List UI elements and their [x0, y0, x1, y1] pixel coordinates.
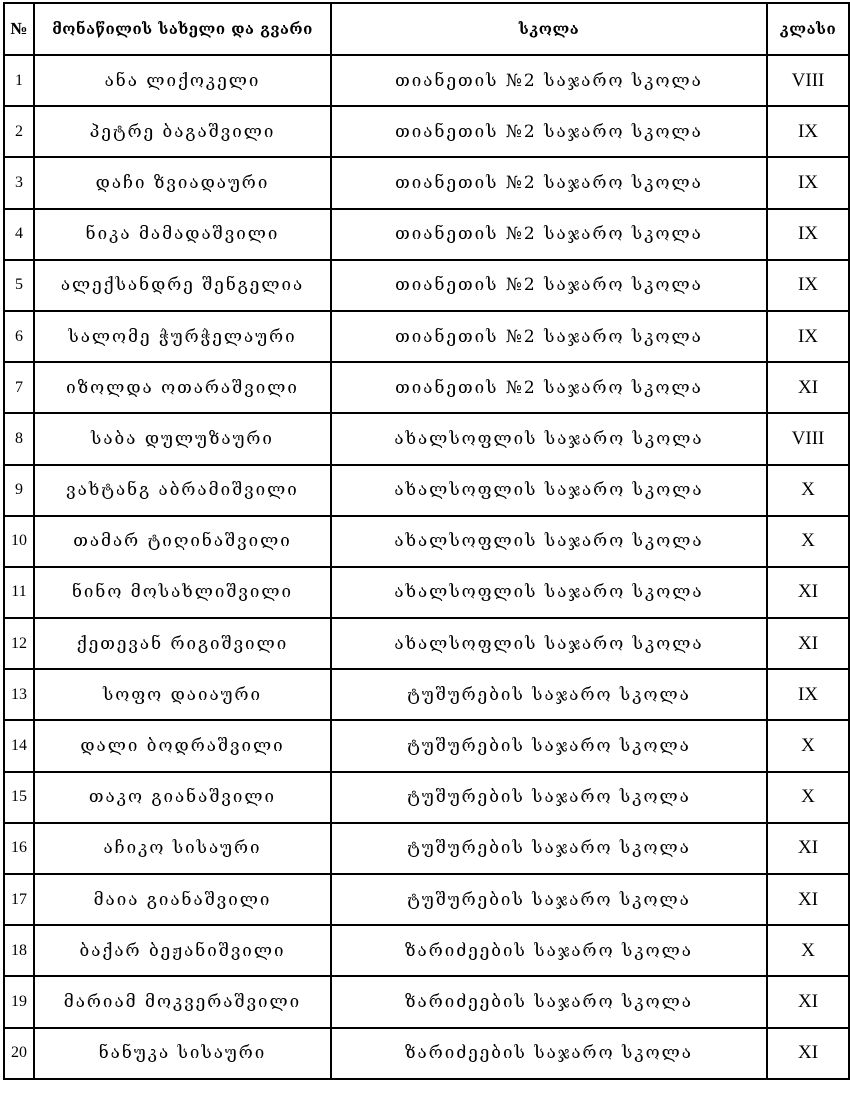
- row-number: 10: [4, 516, 34, 567]
- school-name: თიანეთის №2 საჯარო სკოლა: [331, 311, 767, 362]
- grade: IX: [767, 669, 849, 720]
- table-row: [4, 106, 849, 157]
- row-number: 15: [4, 772, 34, 823]
- table-row: [4, 567, 849, 618]
- grade: XI: [767, 362, 849, 413]
- table-row: [4, 311, 849, 362]
- school-name: თიანეთის №2 საჯარო სკოლა: [331, 157, 767, 208]
- row-number: 17: [4, 874, 34, 925]
- row-number: 11: [4, 567, 34, 618]
- school-name: თიანეთის №2 საჯარო სკოლა: [331, 55, 767, 106]
- table-row: [4, 465, 849, 516]
- school-name: ტუშურების საჯარო სკოლა: [331, 874, 767, 925]
- participant-name: ანა ლიქოკელი: [34, 55, 331, 106]
- participant-name: ქეთევან რიგიშვილი: [34, 618, 331, 669]
- table-row: [4, 976, 849, 1027]
- school-name: თიანეთის №2 საჯარო სკოლა: [331, 260, 767, 311]
- row-number: 2: [4, 106, 34, 157]
- row-number: 12: [4, 618, 34, 669]
- participant-name: ნინო მოსახლიშვილი: [34, 567, 331, 618]
- row-number: 3: [4, 157, 34, 208]
- row-number: 8: [4, 413, 34, 464]
- participant-name: სალომე ჭურჭელაური: [34, 311, 331, 362]
- row-number: 18: [4, 925, 34, 976]
- school-name: ახალსოფლის საჯარო სკოლა: [331, 516, 767, 567]
- school-name: ახალსოფლის საჯარო სკოლა: [331, 567, 767, 618]
- participant-name: თამარ ტიღინაშვილი: [34, 516, 331, 567]
- participant-name: იზოლდა ოთარაშვილი: [34, 362, 331, 413]
- table-row: [4, 874, 849, 925]
- grade: XI: [767, 618, 849, 669]
- grade: IX: [767, 209, 849, 260]
- school-name: თიანეთის №2 საჯარო სკოლა: [331, 362, 767, 413]
- school-name: ზარიძეების საჯარო სკოლა: [331, 976, 767, 1027]
- participant-name: ვახტანგ აბრამიშვილი: [34, 465, 331, 516]
- table-body: [4, 55, 849, 1079]
- participant-name: ნიკა მამადაშვილი: [34, 209, 331, 260]
- table-row: [4, 55, 849, 106]
- grade: X: [767, 925, 849, 976]
- school-name: ტუშურების საჯარო სკოლა: [331, 669, 767, 720]
- participant-name: დაჩი ზვიადაური: [34, 157, 331, 208]
- row-number: 16: [4, 823, 34, 874]
- row-number: 4: [4, 209, 34, 260]
- participant-name: ნანუკა სისაური: [34, 1028, 331, 1079]
- participant-name: მარიამ მოკვერაშვილი: [34, 976, 331, 1027]
- grade: IX: [767, 311, 849, 362]
- grade: IX: [767, 260, 849, 311]
- participant-name: პეტრე ბაგაშვილი: [34, 106, 331, 157]
- grade: X: [767, 516, 849, 567]
- school-name: თიანეთის №2 საჯარო სკოლა: [331, 209, 767, 260]
- row-number: 6: [4, 311, 34, 362]
- participants-table: [3, 2, 850, 1080]
- row-number: 14: [4, 720, 34, 771]
- row-number: 1: [4, 55, 34, 106]
- row-number: 20: [4, 1028, 34, 1079]
- row-number: 13: [4, 669, 34, 720]
- table-header-row: [4, 3, 849, 55]
- grade: VIII: [767, 55, 849, 106]
- participant-name: დალი ბოდრაშვილი: [34, 720, 331, 771]
- participant-name: მაია გიანაშვილი: [34, 874, 331, 925]
- table-row: [4, 925, 849, 976]
- header-participant-name: მონაწილის სახელი და გვარი: [34, 3, 331, 55]
- grade: XI: [767, 567, 849, 618]
- table-row: [4, 260, 849, 311]
- table-row: [4, 157, 849, 208]
- table-row: [4, 516, 849, 567]
- row-number: 5: [4, 260, 34, 311]
- school-name: ტუშურების საჯარო სკოლა: [331, 772, 767, 823]
- grade: XI: [767, 1028, 849, 1079]
- table-row: [4, 823, 849, 874]
- row-number: 9: [4, 465, 34, 516]
- grade: X: [767, 772, 849, 823]
- participant-name: სოფო დაიაური: [34, 669, 331, 720]
- table-row: [4, 720, 849, 771]
- participant-name: თაკო გიანაშვილი: [34, 772, 331, 823]
- row-number: 19: [4, 976, 34, 1027]
- grade: VIII: [767, 413, 849, 464]
- grade: XI: [767, 823, 849, 874]
- grade: IX: [767, 106, 849, 157]
- header-number: №: [4, 3, 34, 55]
- row-number: 7: [4, 362, 34, 413]
- participant-name: აჩიკო სისაური: [34, 823, 331, 874]
- table-row: [4, 772, 849, 823]
- table-row: [4, 669, 849, 720]
- participant-name: ბაქარ ბეჟანიშვილი: [34, 925, 331, 976]
- header-grade: კლასი: [767, 3, 849, 55]
- school-name: ტუშურების საჯარო სკოლა: [331, 720, 767, 771]
- school-name: თიანეთის №2 საჯარო სკოლა: [331, 106, 767, 157]
- school-name: ახალსოფლის საჯარო სკოლა: [331, 618, 767, 669]
- table-row: [4, 618, 849, 669]
- participant-name: საბა დულუზაური: [34, 413, 331, 464]
- school-name: ზარიძეების საჯარო სკოლა: [331, 1028, 767, 1079]
- school-name: ახალსოფლის საჯარო სკოლა: [331, 465, 767, 516]
- school-name: ზარიძეების საჯარო სკოლა: [331, 925, 767, 976]
- school-name: ტუშურების საჯარო სკოლა: [331, 823, 767, 874]
- table-row: [4, 209, 849, 260]
- table-row: [4, 362, 849, 413]
- grade: XI: [767, 874, 849, 925]
- school-name: ახალსოფლის საჯარო სკოლა: [331, 413, 767, 464]
- table-row: [4, 1028, 849, 1079]
- grade: X: [767, 720, 849, 771]
- grade: XI: [767, 976, 849, 1027]
- grade: IX: [767, 157, 849, 208]
- grade: X: [767, 465, 849, 516]
- participant-name: ალექსანდრე შენგელია: [34, 260, 331, 311]
- header-school: სკოლა: [331, 3, 767, 55]
- table-row: [4, 413, 849, 464]
